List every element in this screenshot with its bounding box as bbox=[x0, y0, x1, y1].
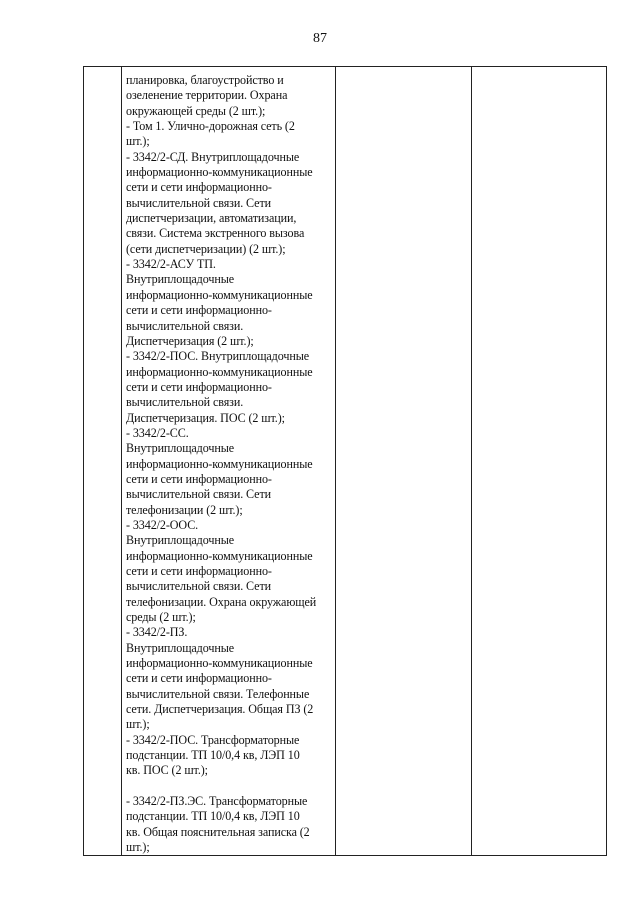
paragraph-gap bbox=[126, 779, 333, 794]
text-line: Внутриплощадочные bbox=[126, 272, 235, 287]
text-line: подстанции. ТП 10/0,4 кв, ЛЭП 10 bbox=[126, 748, 300, 763]
text-line: вычислительной связи. Сети bbox=[126, 579, 271, 594]
text-line: Внутриплощадочные bbox=[126, 640, 235, 655]
text-line: информационно-коммуникационные bbox=[126, 165, 313, 180]
cell-3-text bbox=[336, 67, 471, 73]
text-line: информационно-коммуникационные bbox=[126, 364, 313, 379]
cell-4-text bbox=[472, 67, 606, 73]
description-text bbox=[122, 67, 335, 855]
text-line: телефонизации (2 шт.); bbox=[126, 502, 243, 517]
text-line: окружающей среды (2 шт.); bbox=[126, 103, 266, 118]
page-number: 87 bbox=[313, 31, 327, 46]
text-line: сети и сети информационно- bbox=[126, 180, 272, 195]
text-line: (сети диспетчеризации) (2 шт.); bbox=[126, 241, 286, 256]
text-line: подстанции. ТП 10/0,4 кв, ЛЭП 10 bbox=[126, 809, 300, 824]
text-line: вычислительной связи. Телефонные bbox=[126, 686, 310, 701]
text-line: сети и сети информационно- bbox=[126, 303, 272, 318]
text-line: вычислительной связи. bbox=[126, 395, 244, 410]
text-line: вычислительной связи. Сети bbox=[126, 487, 271, 502]
text-line: озеленение территории. Охрана bbox=[126, 88, 288, 103]
text-line: вычислительной связи. Сети bbox=[126, 195, 271, 210]
table-cell-empty-3 bbox=[336, 67, 472, 856]
text-line: шт.); bbox=[126, 717, 150, 732]
text-line: информационно-коммуникационные bbox=[126, 456, 313, 471]
text-line: - 3342/2-СД. Внутриплощадочные bbox=[126, 149, 300, 164]
text-line: Диспетчеризация (2 шт.); bbox=[126, 333, 254, 348]
text-line: информационно-коммуникационные bbox=[126, 287, 313, 302]
text-line: - 3342/2-ПОС. Внутриплощадочные bbox=[126, 349, 310, 364]
text-line: сети. Диспетчеризация. Общая ПЗ (2 bbox=[126, 702, 314, 717]
text-line: сети и сети информационно- bbox=[126, 379, 272, 394]
text-line: телефонизации. Охрана окружающей bbox=[126, 594, 317, 609]
text-line: диспетчеризации, автоматизации, bbox=[126, 211, 297, 226]
text-line: шт.); bbox=[126, 134, 150, 149]
text-line: вычислительной связи. bbox=[126, 318, 244, 333]
text-line: кв. ПОС (2 шт.); bbox=[126, 763, 208, 778]
text-line: информационно-коммуникационные bbox=[126, 548, 313, 563]
text-line: - 3342/2-ООС. bbox=[126, 517, 199, 532]
text-line: планировка, благоустройство и bbox=[126, 73, 284, 87]
text-line: сети и сети информационно- bbox=[126, 564, 272, 578]
text-line: шт.); bbox=[126, 839, 150, 854]
text-line: - 3342/2-ПОС. Трансформаторные bbox=[126, 732, 300, 747]
text-line: - 3342/2-АСУ ТП. bbox=[126, 257, 216, 272]
document-table bbox=[83, 66, 607, 856]
text-line: Внутриплощадочные bbox=[126, 533, 235, 548]
text-line: сети и сети информационно- bbox=[126, 471, 272, 486]
text-line: связи. Система экстренного вызова bbox=[126, 226, 305, 241]
text-line: - Том 1. Улично-дорожная сеть (2 bbox=[126, 119, 295, 134]
text-line: сети и сети информационно- bbox=[126, 671, 272, 686]
text-line: Внутриплощадочные bbox=[126, 441, 235, 456]
table-cell-description bbox=[122, 67, 336, 856]
text-line: - 3342/2-ПЗ.ЭС. Трансформаторные bbox=[126, 793, 308, 808]
text-line: - 3342/2-ПЗ. bbox=[126, 625, 188, 640]
text-line: информационно-коммуникационные bbox=[126, 656, 313, 671]
table-row bbox=[84, 67, 607, 856]
table-cell-empty-4 bbox=[472, 67, 607, 856]
table-cell-index bbox=[84, 67, 122, 856]
cell-index-text bbox=[84, 67, 121, 73]
text-line: среды (2 шт.); bbox=[126, 610, 196, 625]
text-line: Диспетчеризация. ПОС (2 шт.); bbox=[126, 410, 285, 425]
text-line: кв. Общая пояснительная записка (2 bbox=[126, 824, 310, 839]
text-line: - 3342/2-СС. bbox=[126, 425, 189, 440]
